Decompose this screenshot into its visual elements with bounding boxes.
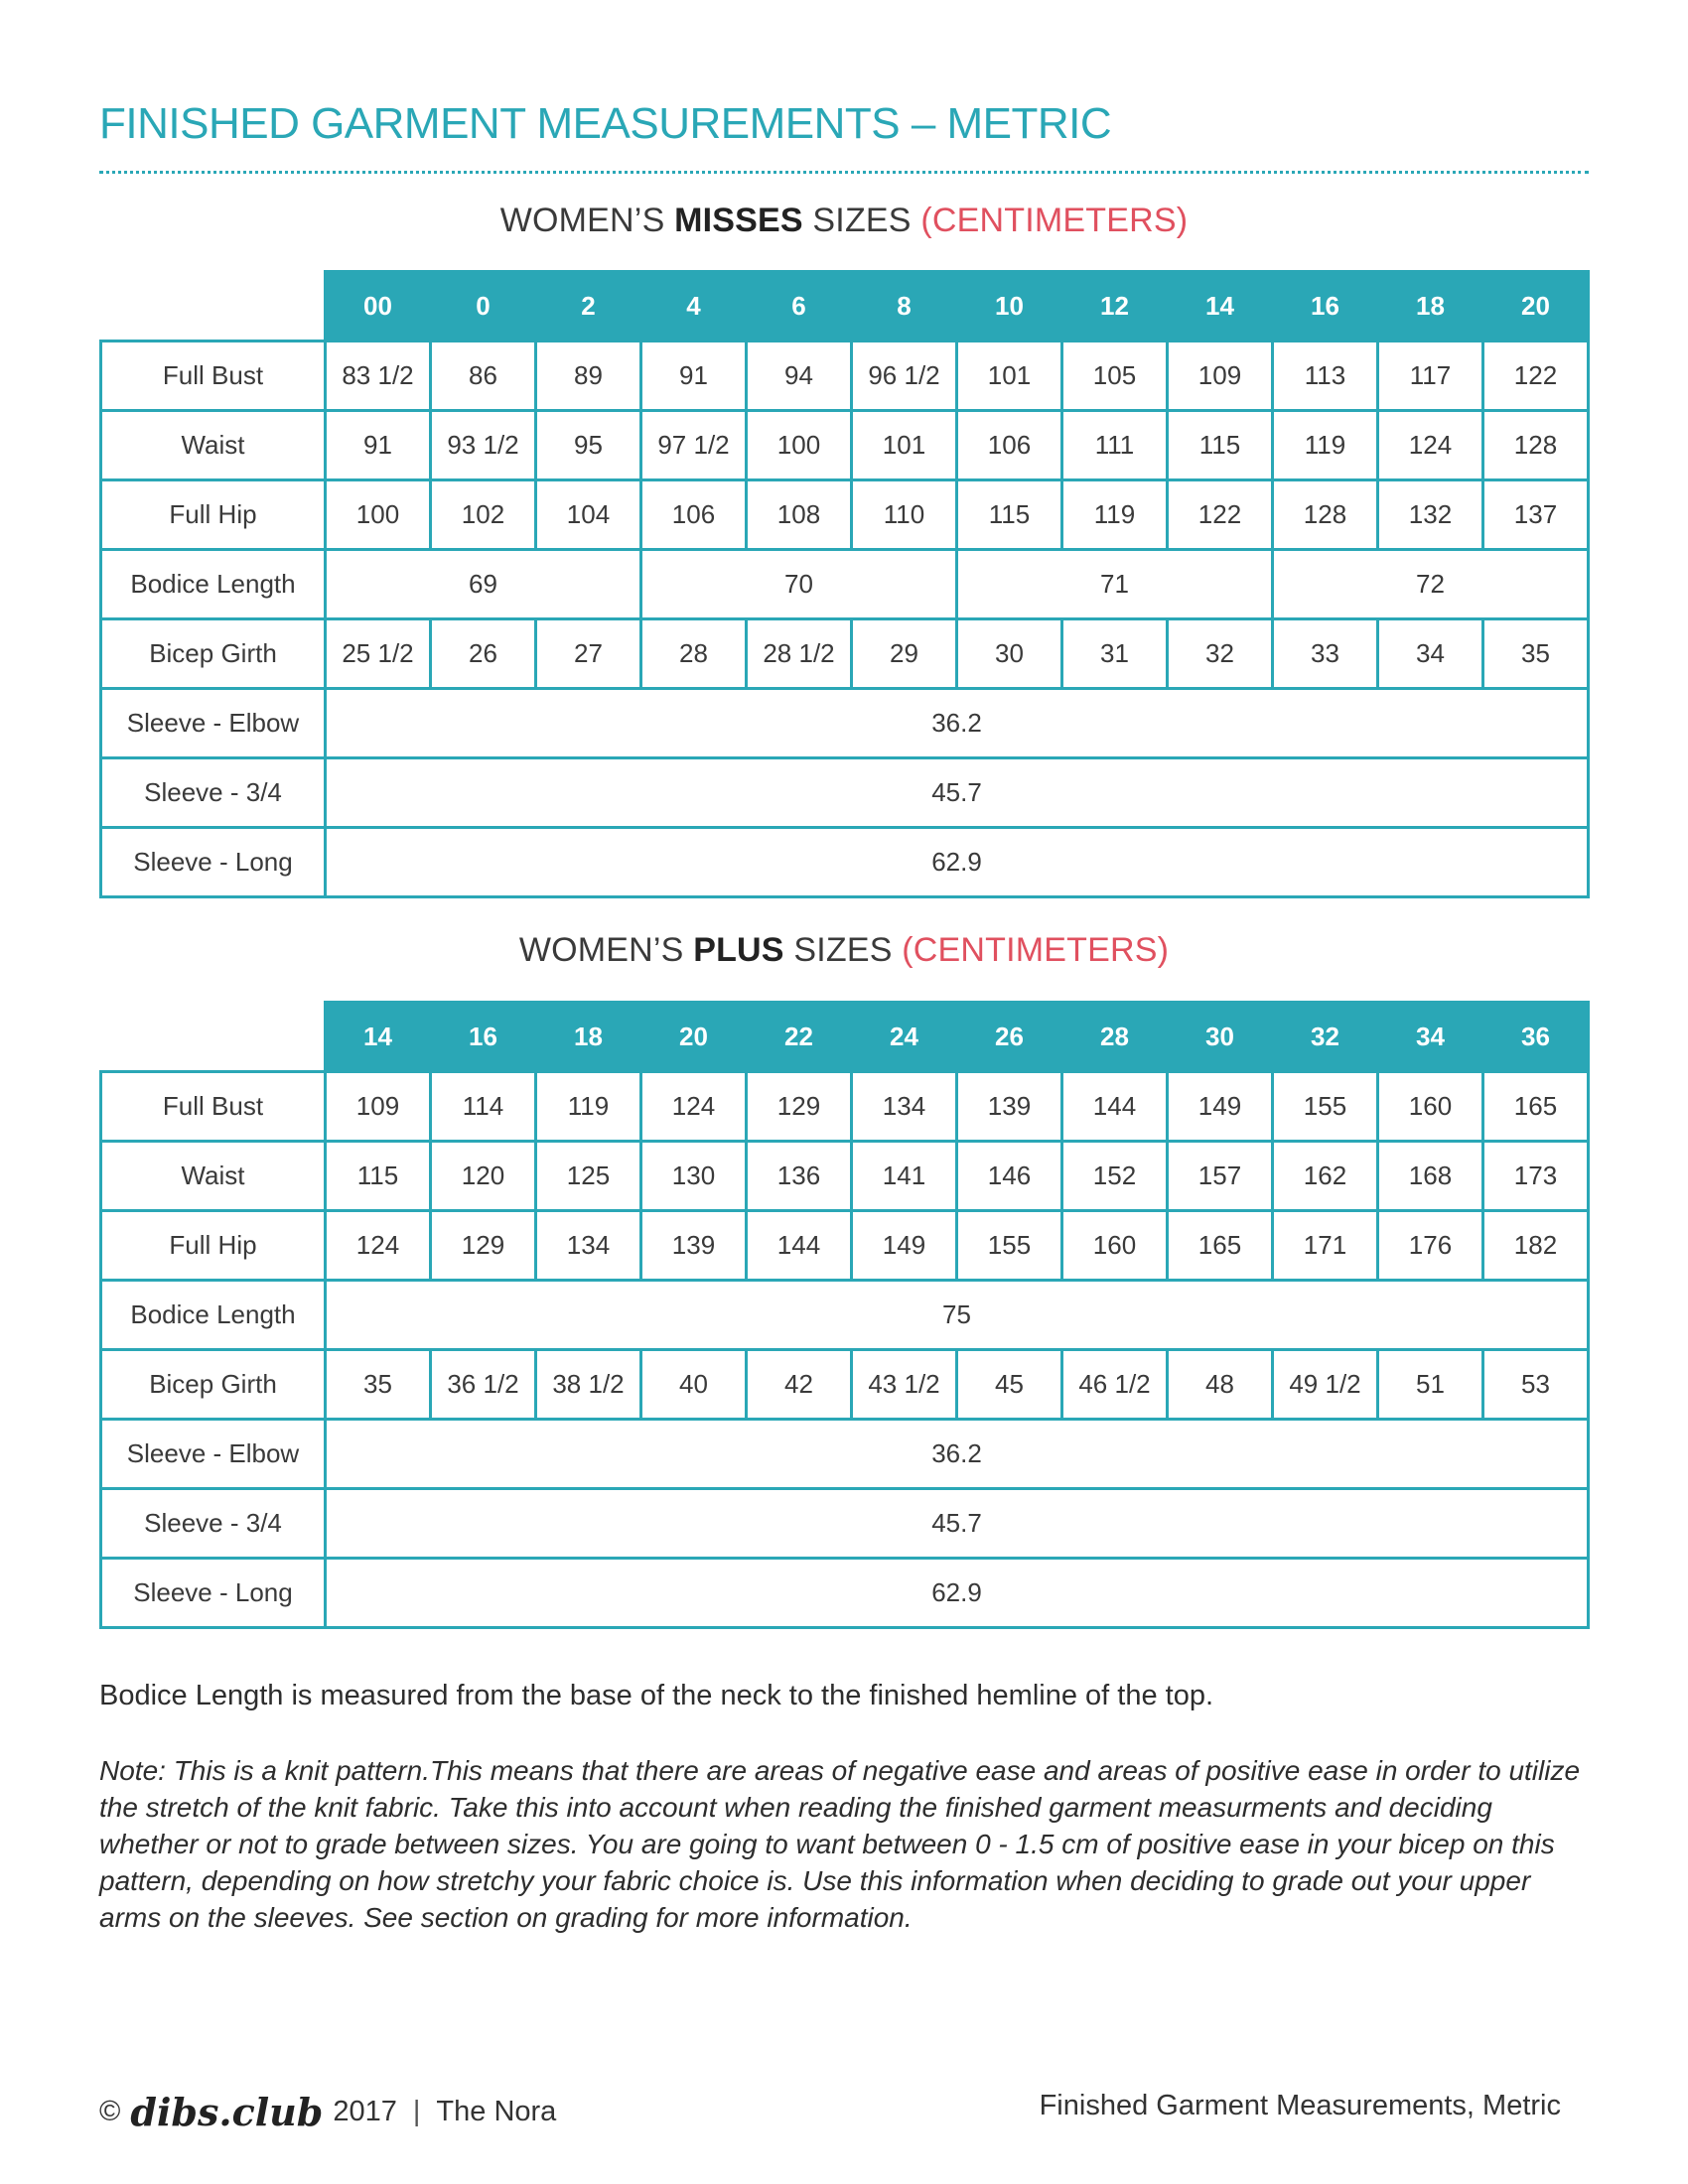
measurement-cell: 130 bbox=[641, 1142, 747, 1211]
measurement-cell: 176 bbox=[1378, 1211, 1483, 1281]
measurement-cell: 35 bbox=[326, 1350, 431, 1420]
measurement-cell: 117 bbox=[1378, 341, 1483, 411]
caption-prefix: WOMEN’S bbox=[518, 931, 694, 969]
measurement-cell: 62.9 bbox=[326, 828, 1589, 897]
measurement-cell: 165 bbox=[1168, 1211, 1273, 1281]
measurement-row bbox=[101, 619, 1589, 689]
measurement-cell: 108 bbox=[747, 480, 852, 550]
row-label: Sleeve - 3/4 bbox=[101, 758, 326, 828]
header-corner bbox=[101, 272, 326, 341]
measurement-cell: 119 bbox=[1273, 411, 1378, 480]
measurement-cell: 30 bbox=[957, 619, 1062, 689]
size-header-cell: 32 bbox=[1273, 1003, 1378, 1072]
measurement-cell: 106 bbox=[957, 411, 1062, 480]
measurement-cell: 111 bbox=[1062, 411, 1168, 480]
footer-year: 2017 bbox=[333, 2096, 397, 2127]
size-header-cell: 4 bbox=[641, 272, 747, 341]
knit-pattern-note: Note: This is a knit pattern.This means that there are areas of negative ease and areas of positive ease in order to utilize the stretch of the knit fabric. Take this into account when reading the finished garment measurments and deciding whether or not to grade between sizes. You are going to want between 0 - 1.5 cm of positive ease in your bicep on this pattern, depending on how stretchy your fabric choice is. Use this information when deciding to grade out your upper arms on the sleeves. See section on grading for more information. bbox=[99, 1755, 1581, 1933]
measurement-cell: 83 1/2 bbox=[326, 341, 431, 411]
row-label: Sleeve - Elbow bbox=[101, 1420, 326, 1489]
measurement-row bbox=[101, 689, 1589, 758]
measurement-row bbox=[101, 1072, 1589, 1142]
measurement-cell: 155 bbox=[957, 1211, 1062, 1281]
measurement-cell: 32 bbox=[1168, 619, 1273, 689]
measurement-cell: 42 bbox=[747, 1350, 852, 1420]
measurement-cell: 101 bbox=[957, 341, 1062, 411]
measurement-cell: 72 bbox=[1273, 550, 1589, 619]
size-header-cell: 34 bbox=[1378, 1003, 1483, 1072]
measurement-cell: 129 bbox=[431, 1211, 536, 1281]
measurement-row bbox=[101, 480, 1589, 550]
measurement-cell: 33 bbox=[1273, 619, 1378, 689]
measurement-cell: 109 bbox=[1168, 341, 1273, 411]
misses-table-caption bbox=[99, 202, 1589, 240]
measurement-cell: 106 bbox=[641, 480, 747, 550]
measurement-cell: 162 bbox=[1273, 1142, 1378, 1211]
measurement-row bbox=[101, 1281, 1589, 1350]
size-header-cell: 28 bbox=[1062, 1003, 1168, 1072]
header-corner bbox=[101, 1003, 326, 1072]
measurement-row bbox=[101, 550, 1589, 619]
measurement-cell: 91 bbox=[641, 341, 747, 411]
size-header-row bbox=[101, 1003, 1589, 1072]
size-header-cell: 14 bbox=[1168, 272, 1273, 341]
measurement-cell: 136 bbox=[747, 1142, 852, 1211]
measurement-cell: 109 bbox=[326, 1072, 431, 1142]
measurement-cell: 97 1/2 bbox=[641, 411, 747, 480]
measurement-cell: 124 bbox=[641, 1072, 747, 1142]
measurement-cell: 160 bbox=[1378, 1072, 1483, 1142]
measurement-cell: 182 bbox=[1483, 1211, 1589, 1281]
measurement-cell: 26 bbox=[431, 619, 536, 689]
caption-unit: (CENTIMETERS) bbox=[902, 931, 1170, 969]
caption-middle: SIZES bbox=[802, 202, 921, 239]
footer-pattern-name: The Nora bbox=[436, 2096, 557, 2127]
measurement-cell: 34 bbox=[1378, 619, 1483, 689]
measurement-cell: 75 bbox=[326, 1281, 1589, 1350]
measurement-cell: 114 bbox=[431, 1072, 536, 1142]
measurement-cell: 110 bbox=[852, 480, 957, 550]
size-header-cell: 22 bbox=[747, 1003, 852, 1072]
measurement-cell: 62.9 bbox=[326, 1559, 1589, 1628]
measurement-cell: 28 1/2 bbox=[747, 619, 852, 689]
measurement-cell: 71 bbox=[957, 550, 1273, 619]
caption-keyword: PLUS bbox=[693, 931, 784, 969]
measurement-cell: 48 bbox=[1168, 1350, 1273, 1420]
measurement-cell: 132 bbox=[1378, 480, 1483, 550]
brand-logo: dibs.club bbox=[130, 2090, 324, 2134]
measurement-cell: 69 bbox=[326, 550, 641, 619]
measurement-cell: 93 1/2 bbox=[431, 411, 536, 480]
measurement-cell: 53 bbox=[1483, 1350, 1589, 1420]
size-header-cell: 26 bbox=[957, 1003, 1062, 1072]
measurement-cell: 171 bbox=[1273, 1211, 1378, 1281]
measurement-cell: 119 bbox=[1062, 480, 1168, 550]
size-header-cell: 0 bbox=[431, 272, 536, 341]
measurement-cell: 105 bbox=[1062, 341, 1168, 411]
misses-sizes-table bbox=[99, 270, 1590, 898]
measurement-cell: 165 bbox=[1483, 1072, 1589, 1142]
row-label: Bodice Length bbox=[101, 1281, 326, 1350]
measurement-row bbox=[101, 1211, 1589, 1281]
row-label: Full Hip bbox=[101, 480, 326, 550]
measurement-cell: 36.2 bbox=[326, 689, 1589, 758]
size-header-cell: 10 bbox=[957, 272, 1062, 341]
size-header-cell: 20 bbox=[641, 1003, 747, 1072]
measurement-cell: 102 bbox=[431, 480, 536, 550]
measurement-cell: 27 bbox=[536, 619, 641, 689]
measurement-cell: 129 bbox=[747, 1072, 852, 1142]
measurement-cell: 137 bbox=[1483, 480, 1589, 550]
row-label: Bodice Length bbox=[101, 550, 326, 619]
row-label: Full Bust bbox=[101, 1072, 326, 1142]
size-header-cell: 8 bbox=[852, 272, 957, 341]
measurement-cell: 35 bbox=[1483, 619, 1589, 689]
measurement-cell: 124 bbox=[1378, 411, 1483, 480]
row-label: Sleeve - 3/4 bbox=[101, 1489, 326, 1559]
measurement-row bbox=[101, 828, 1589, 897]
measurement-cell: 31 bbox=[1062, 619, 1168, 689]
row-label: Sleeve - Long bbox=[101, 1559, 326, 1628]
plus-sizes-table bbox=[99, 1001, 1590, 1629]
measurement-cell: 86 bbox=[431, 341, 536, 411]
measurement-cell: 128 bbox=[1483, 411, 1589, 480]
size-header-cell: 24 bbox=[852, 1003, 957, 1072]
measurement-cell: 139 bbox=[957, 1072, 1062, 1142]
measurement-cell: 134 bbox=[852, 1072, 957, 1142]
measurement-cell: 119 bbox=[536, 1072, 641, 1142]
measurement-cell: 152 bbox=[1062, 1142, 1168, 1211]
measurement-row bbox=[101, 341, 1589, 411]
measurement-cell: 124 bbox=[326, 1211, 431, 1281]
measurement-cell: 122 bbox=[1168, 480, 1273, 550]
caption-prefix: WOMEN’S bbox=[499, 202, 675, 239]
measurement-cell: 38 1/2 bbox=[536, 1350, 641, 1420]
caption-middle: SIZES bbox=[783, 931, 903, 969]
measurement-cell: 122 bbox=[1483, 341, 1589, 411]
title-divider bbox=[99, 171, 1589, 174]
row-label: Waist bbox=[101, 411, 326, 480]
measurement-cell: 173 bbox=[1483, 1142, 1589, 1211]
bodice-length-note: Bodice Length is measured from the base of the neck to the finished hemline of the top. bbox=[99, 1680, 1214, 1711]
measurement-cell: 45.7 bbox=[326, 1489, 1589, 1559]
measurement-cell: 95 bbox=[536, 411, 641, 480]
size-header-cell: 36 bbox=[1483, 1003, 1589, 1072]
row-label: Sleeve - Long bbox=[101, 828, 326, 897]
size-header-row bbox=[101, 272, 1589, 341]
caption-keyword: MISSES bbox=[674, 202, 803, 239]
measurement-cell: 94 bbox=[747, 341, 852, 411]
size-header-cell: 6 bbox=[747, 272, 852, 341]
measurement-cell: 115 bbox=[1168, 411, 1273, 480]
measurement-cell: 141 bbox=[852, 1142, 957, 1211]
size-header-cell: 20 bbox=[1483, 272, 1589, 341]
footer-section-title: Finished Garment Measurements, Metric bbox=[1039, 2090, 1561, 2121]
footer-separator: | bbox=[412, 2096, 421, 2127]
measurement-cell: 149 bbox=[1168, 1072, 1273, 1142]
measurement-row bbox=[101, 1559, 1589, 1628]
size-header-cell: 00 bbox=[326, 272, 431, 341]
measurement-cell: 43 1/2 bbox=[852, 1350, 957, 1420]
measurement-cell: 155 bbox=[1273, 1072, 1378, 1142]
measurement-cell: 113 bbox=[1273, 341, 1378, 411]
measurement-cell: 45 bbox=[957, 1350, 1062, 1420]
size-header-cell: 18 bbox=[536, 1003, 641, 1072]
measurement-cell: 134 bbox=[536, 1211, 641, 1281]
measurement-cell: 149 bbox=[852, 1211, 957, 1281]
row-label: Waist bbox=[101, 1142, 326, 1211]
measurement-cell: 168 bbox=[1378, 1142, 1483, 1211]
size-header-cell: 12 bbox=[1062, 272, 1168, 341]
measurement-cell: 70 bbox=[641, 550, 957, 619]
row-label: Sleeve - Elbow bbox=[101, 689, 326, 758]
copyright-symbol: © bbox=[99, 2096, 121, 2127]
measurement-cell: 160 bbox=[1062, 1211, 1168, 1281]
measurement-cell: 96 1/2 bbox=[852, 341, 957, 411]
footer-left bbox=[99, 2090, 556, 2134]
measurement-cell: 115 bbox=[957, 480, 1062, 550]
measurement-cell: 36 1/2 bbox=[431, 1350, 536, 1420]
measurement-cell: 139 bbox=[641, 1211, 747, 1281]
size-header-cell: 16 bbox=[431, 1003, 536, 1072]
measurement-cell: 29 bbox=[852, 619, 957, 689]
row-label: Full Hip bbox=[101, 1211, 326, 1281]
measurement-cell: 28 bbox=[641, 619, 747, 689]
size-header-cell: 16 bbox=[1273, 272, 1378, 341]
measurement-cell: 144 bbox=[747, 1211, 852, 1281]
measurement-cell: 40 bbox=[641, 1350, 747, 1420]
measurement-row bbox=[101, 758, 1589, 828]
measurement-cell: 100 bbox=[747, 411, 852, 480]
size-header-cell: 2 bbox=[536, 272, 641, 341]
measurement-cell: 146 bbox=[957, 1142, 1062, 1211]
measurement-cell: 46 1/2 bbox=[1062, 1350, 1168, 1420]
measurement-cell: 36.2 bbox=[326, 1420, 1589, 1489]
measurement-cell: 115 bbox=[326, 1142, 431, 1211]
row-label: Full Bust bbox=[101, 341, 326, 411]
measurement-row bbox=[101, 1142, 1589, 1211]
size-header-cell: 30 bbox=[1168, 1003, 1273, 1072]
measurement-cell: 100 bbox=[326, 480, 431, 550]
measurement-row bbox=[101, 411, 1589, 480]
measurement-cell: 91 bbox=[326, 411, 431, 480]
measurement-cell: 89 bbox=[536, 341, 641, 411]
page-title: FINISHED GARMENT MEASUREMENTS – METRIC bbox=[99, 99, 1112, 148]
size-header-cell: 14 bbox=[326, 1003, 431, 1072]
measurement-cell: 120 bbox=[431, 1142, 536, 1211]
measurement-cell: 51 bbox=[1378, 1350, 1483, 1420]
measurement-cell: 128 bbox=[1273, 480, 1378, 550]
caption-unit: (CENTIMETERS) bbox=[920, 202, 1189, 239]
row-label: Bicep Girth bbox=[101, 1350, 326, 1420]
measurement-cell: 125 bbox=[536, 1142, 641, 1211]
measurement-cell: 144 bbox=[1062, 1072, 1168, 1142]
measurement-cell: 49 1/2 bbox=[1273, 1350, 1378, 1420]
size-header-cell: 18 bbox=[1378, 272, 1483, 341]
measurement-cell: 104 bbox=[536, 480, 641, 550]
row-label: Bicep Girth bbox=[101, 619, 326, 689]
plus-table-caption bbox=[99, 931, 1589, 970]
measurement-row bbox=[101, 1489, 1589, 1559]
measurement-row bbox=[101, 1420, 1589, 1489]
measurement-cell: 101 bbox=[852, 411, 957, 480]
measurement-cell: 157 bbox=[1168, 1142, 1273, 1211]
measurement-row bbox=[101, 1350, 1589, 1420]
measurement-cell: 25 1/2 bbox=[326, 619, 431, 689]
measurement-cell: 45.7 bbox=[326, 758, 1589, 828]
